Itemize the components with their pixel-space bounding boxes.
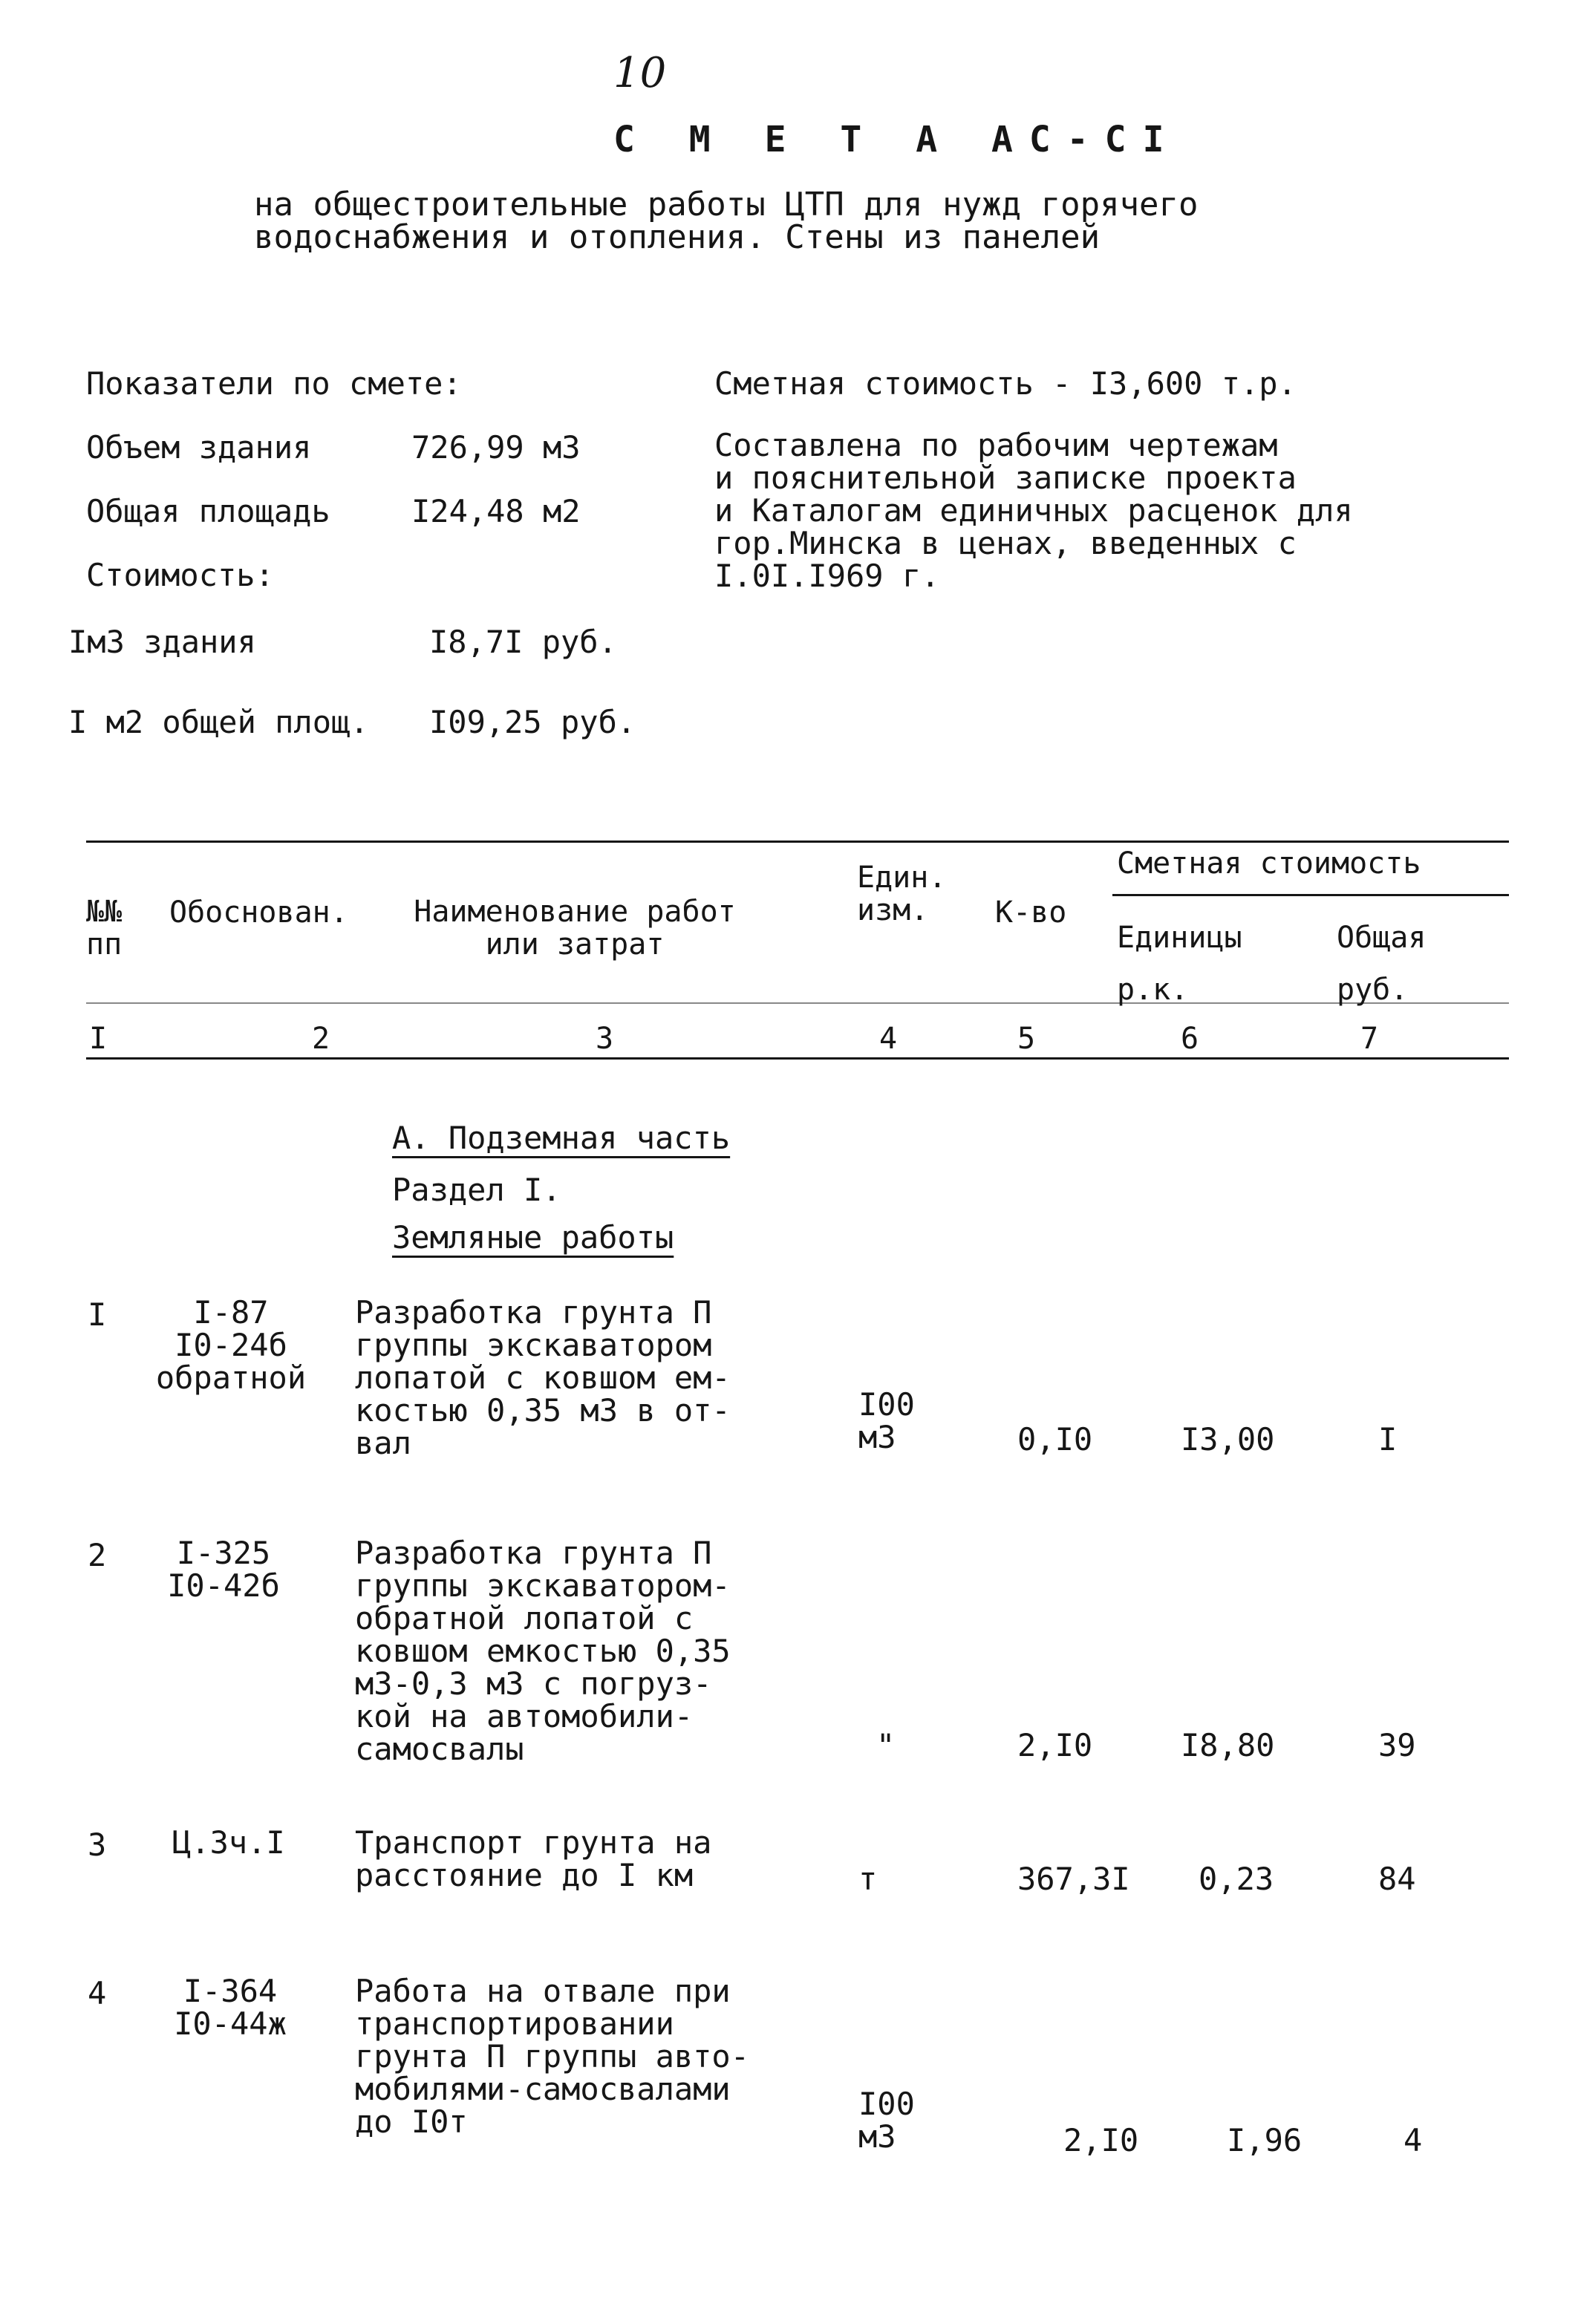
col-number: 3 [596,1022,614,1056]
estimate-cost: Сметная стоимость - I3,600 т.р. [714,365,1297,402]
per-m2-label: I м2 общей площ. [68,704,369,740]
row-unit: I00 м3 [858,1386,915,1455]
indicators-heading: Показатели по смете: [86,365,462,402]
header-num: №№ пп [86,895,123,962]
row-unit: т [858,1861,878,1897]
row-unit: " [876,1727,896,1763]
row-name: Разработка грунта П группы экскаватором- обратной лопатой с ковшом емкостью 0,35 м3-0,3 м3 с погруз- кой на автомобили- самосвалы [355,1535,731,1767]
row-num: 4 [88,1975,107,2011]
row-total: I [1378,1421,1398,1458]
header-name: Наименование работ или затрат [414,895,736,962]
col-number: 4 [879,1022,898,1056]
section-razdel: Раздел I. [392,1172,561,1208]
header-qty: К-во [995,895,1067,930]
area-label: Общая площадь [86,493,330,529]
row-unit-cost: 0,23 [1199,1861,1274,1897]
col-number: 2 [312,1022,330,1056]
per-m3-value: I8,7I руб. [429,624,617,660]
header-unit-cost: Единицы р.к. [1117,921,1242,1007]
row-unit-cost: I8,80 [1181,1727,1275,1763]
header-basis: Обоснован. [169,895,348,930]
header-total: Общая руб. [1337,921,1427,1007]
col-number: I [89,1022,108,1056]
row-name: Транспорт грунта на расстояние до I км [355,1824,712,1893]
row-unit: I00 м3 [858,2086,915,2155]
row-basis: I-364 I0-44ж [174,1973,287,2042]
row-unit-cost: I3,00 [1181,1421,1275,1458]
per-m3-label: Iм3 здания [68,624,256,660]
row-num: 3 [88,1827,107,1863]
document-subtitle: на общестроительные работы ЦТП для нужд горячего водоснабжения и отопления. Стены из панелей [254,186,1199,256]
row-basis: I-325 I0-42б [167,1535,280,1604]
area-value: I24,48 м2 [411,493,581,529]
row-qty: 0,I0 [1017,1421,1093,1458]
volume-value: 726,99 м3 [411,429,581,466]
row-basis: I-87 I0-24б обратной [155,1294,307,1396]
header-cost-group: Сметная стоимость [1117,846,1421,881]
col-number: 6 [1181,1022,1199,1056]
header-bottom-rule [86,1057,1509,1060]
row-name: Разработка грунта П группы экскаватором лопатой с ковшом ем- костью 0,35 м3 в от- вал [355,1294,731,1461]
section-name: Земляные работы [392,1219,674,1256]
table-top-rule [86,841,1509,843]
cost-label: Стоимость: [86,557,274,593]
section-part: А. Подземная часть [392,1120,731,1156]
header-unit: Един. изм. [857,861,947,927]
cost-group-rule [1112,894,1509,896]
header-divider [86,1002,1509,1004]
row-name: Работа на отвале при транспортировании грунта П группы авто- мобилями-самосвалами до I0т [355,1973,750,2140]
document-title: С М Е Т А АС-СI [613,119,1181,160]
page-number: 10 [613,49,667,97]
row-total: 39 [1378,1727,1416,1763]
volume-label: Объем здания [86,429,312,466]
estimate-compiled: Составлена по рабочим чертежам и пояснительной записке проекта и Каталогам единичных расценок для гор.Минска в ценах, введенных с I.0I.I969 г. [714,427,1353,594]
row-num: 2 [88,1537,107,1573]
per-m2-value: I09,25 руб. [429,704,636,740]
row-qty: 2,I0 [1063,2122,1139,2158]
col-number: 5 [1017,1022,1036,1056]
row-basis: Ц.3ч.I [172,1824,285,1861]
row-qty: 2,I0 [1017,1727,1093,1763]
row-num: I [88,1296,107,1333]
row-total: 4 [1403,2122,1423,2158]
row-total: 84 [1378,1861,1416,1897]
row-unit-cost: I,96 [1227,2122,1302,2158]
row-qty: 367,3I [1017,1861,1130,1897]
col-number: 7 [1360,1022,1379,1056]
